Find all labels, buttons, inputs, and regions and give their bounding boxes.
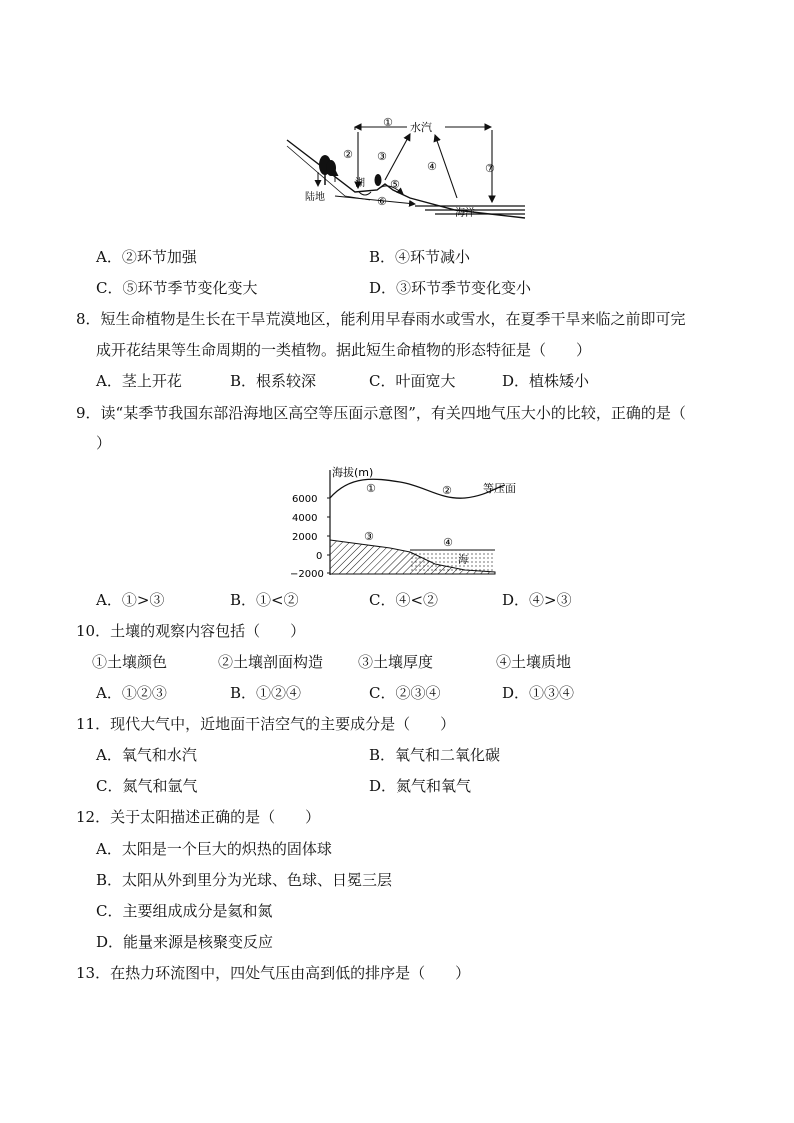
label-n5: ⑤	[390, 178, 400, 191]
q8-stem-line2: 成开花结果等生命周期的一类植物。据此短生命植物的形态特征是（ ）	[96, 341, 592, 359]
q8-option-b[interactable]: B．根系较深	[230, 372, 317, 390]
q8-option-d[interactable]: D．植株矮小	[502, 372, 590, 390]
q8-option-a[interactable]: A．茎上开花	[96, 372, 182, 390]
q12-option-a[interactable]: A．太阳是一个巨大的炽热的固体球	[96, 840, 332, 858]
q9-stem-line1: 9．读“某季节我国东部沿海地区高空等压面示意图”，有关四地气压大小的比较，正确的是（	[76, 404, 686, 422]
q8-stem-line1: 8．短生命植物是生长在干旱荒漠地区，能利用早春雨水或雪水，在夏季干旱来临之前即可完	[76, 310, 686, 328]
q9-option-d[interactable]: D．④>③	[502, 591, 572, 609]
label-n7: ⑦	[485, 162, 495, 175]
tick-0: 0	[316, 551, 323, 562]
point-3: ③	[364, 530, 374, 543]
q12-stem: 12．关于太阳描述正确的是（ ）	[76, 808, 321, 826]
q7-option-a[interactable]: A．②环节加强	[96, 248, 197, 266]
q11-option-b[interactable]: B．氧气和二氧化碳	[369, 746, 501, 764]
q13-stem: 13．在热力环流图中，四处气压由高到低的排序是（ ）	[76, 964, 471, 982]
label-land: 陆地	[305, 192, 325, 203]
label-n2: ②	[343, 148, 353, 161]
q7-option-d[interactable]: D．③环节季节变化变小	[369, 279, 532, 297]
q9-stem-line2: ）	[96, 434, 112, 452]
q10-stem: 10．土壤的观察内容包括（ ）	[76, 622, 306, 640]
tick-6000: 6000	[292, 494, 318, 505]
q11-option-c[interactable]: C．氮气和氩气	[96, 777, 198, 795]
q9-option-c[interactable]: C．④<②	[369, 591, 439, 609]
label-n3: ③	[377, 150, 387, 163]
point-4: ④	[443, 536, 453, 549]
label-n6: ⑥	[377, 195, 387, 208]
point-2: ②	[442, 484, 452, 497]
label-ocean: 海洋	[455, 208, 475, 219]
q12-option-d[interactable]: D．能量来源是核聚变反应	[96, 933, 274, 951]
q9-option-a[interactable]: A．①>③	[96, 591, 165, 609]
q12-option-c[interactable]: C．主要组成成分是氦和氮	[96, 902, 273, 920]
q12-option-b[interactable]: B．太阳从外到里分为光球、色球、日冕三层	[96, 871, 393, 889]
q10-item-1: ①土壤颜色	[92, 653, 168, 671]
q10-option-a[interactable]: A．①②③	[96, 684, 167, 702]
tick-4000: 4000	[292, 513, 318, 524]
label-n4: ④	[427, 160, 437, 173]
label-n1: ①	[383, 116, 393, 129]
q10-option-b[interactable]: B．①②④	[230, 684, 302, 702]
tick-minus2000: −2000	[290, 569, 324, 580]
q11-option-d[interactable]: D．氮气和氧气	[369, 777, 472, 795]
isobar-label: 等压面	[483, 482, 516, 495]
label-lake: 湖	[355, 178, 365, 189]
q7-option-c[interactable]: C．⑤环节季节变化变大	[96, 279, 258, 297]
sea-label: 海	[458, 555, 468, 566]
isobar-figure	[290, 460, 530, 580]
q9-option-b[interactable]: B．①<②	[230, 591, 299, 609]
q10-option-c[interactable]: C．②③④	[369, 684, 441, 702]
point-1: ①	[366, 482, 376, 495]
water-cycle-figure	[285, 110, 530, 228]
q11-stem: 11．现代大气中，近地面干洁空气的主要成分是（ ）	[76, 715, 456, 733]
q8-option-c[interactable]: C．叶面宽大	[369, 372, 456, 390]
q11-option-a[interactable]: A．氧气和水汽	[96, 746, 197, 764]
q10-item-2: ②土壤剖面构造	[218, 653, 324, 671]
q10-item-3: ③土壤厚度	[358, 653, 434, 671]
axis-ylabel: 海拔(m)	[332, 466, 374, 479]
q10-option-d[interactable]: D．①③④	[502, 684, 575, 702]
tick-2000: 2000	[292, 532, 318, 543]
label-vapor: 水汽	[410, 121, 432, 134]
q7-option-b[interactable]: B．④环节减小	[369, 248, 471, 266]
q10-item-4: ④土壤质地	[496, 653, 572, 671]
